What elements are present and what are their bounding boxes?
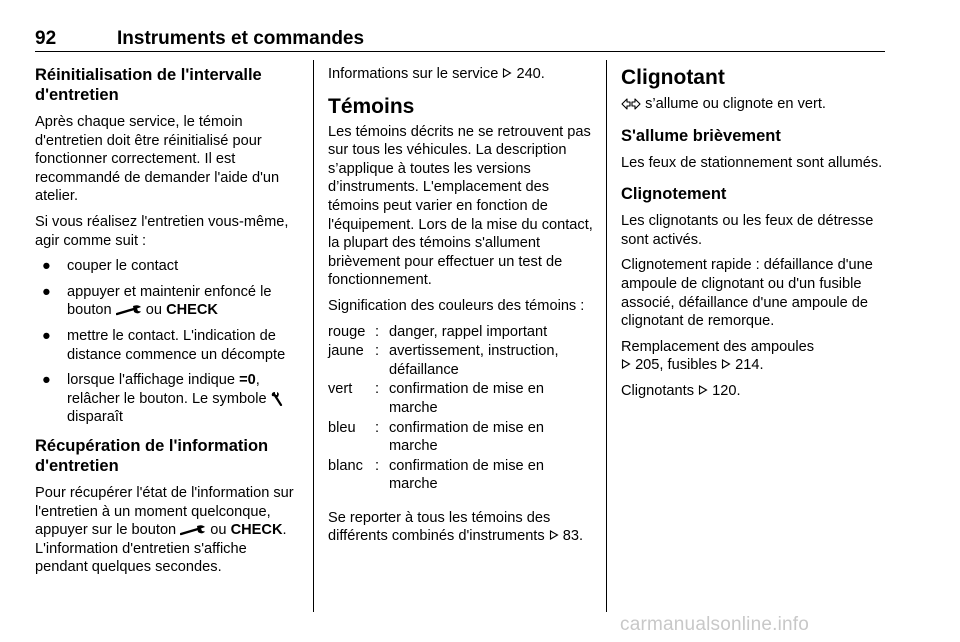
paragraph-remplacement: Remplacement des ampoules 205, fusibles 214. xyxy=(621,338,815,374)
table-cell-sep: : xyxy=(375,419,380,436)
table-cell-name: rouge xyxy=(328,323,366,340)
section-heading-clignotement: Clignotement xyxy=(621,185,727,204)
section-heading-clignotant: Clignotant xyxy=(621,66,725,89)
reference-arrow-icon xyxy=(549,530,559,540)
paragraph-temoins-intro: Les témoins décrits ne se retrouvent pas sur tous les véhicules. La description s’applique à toutes les versions d’instruments. L'emplacement des témoins peut varier en fonction de l'équipement. Lors de la mise du contact, la plupart des témoins s'allument brièvement pour effectuer un test de fonctionnement. xyxy=(328,123,593,289)
table-row xyxy=(328,342,596,380)
column-divider-1 xyxy=(313,60,314,612)
color-meaning-table xyxy=(328,323,596,495)
paragraph-allume: Les feux de stationnement sont allumés. xyxy=(621,154,883,171)
column-right xyxy=(621,65,885,408)
table-row xyxy=(328,323,596,343)
reference-arrow-icon xyxy=(721,359,731,369)
table-cell-sep: : xyxy=(375,323,380,340)
bullet-dot: ● xyxy=(42,258,51,275)
table-cell-sep: : xyxy=(375,381,380,398)
page-number: 92 xyxy=(35,28,57,49)
table-cell-meaning: confirmation de mise en marche xyxy=(389,457,544,493)
reference-arrow-icon xyxy=(621,359,631,369)
paragraph-color-meaning: Signification des couleurs des témoins : xyxy=(328,297,585,314)
chapter-title: Instruments et commandes xyxy=(117,28,365,49)
section-heading-allume: S'allume brièvement xyxy=(621,126,781,145)
table-cell-meaning: confirmation de mise en marche xyxy=(389,419,544,455)
table-cell-meaning: danger, rappel important xyxy=(389,323,548,340)
list-item: ● mettre le contact. L'indication de distance commence un décompte xyxy=(42,327,286,363)
wrench-icon xyxy=(116,304,142,316)
table-row xyxy=(328,457,596,495)
list-item: ● lorsque l'affichage indique =0, relâcher le bouton. Le symbole disparaît xyxy=(35,371,297,427)
column-left xyxy=(35,65,297,584)
paragraph-self-service: Si vous réalisez l'entretien vous-même, agir comme suit : xyxy=(35,213,289,249)
column-divider-2 xyxy=(606,60,607,612)
table-cell-name: vert xyxy=(328,381,353,398)
paragraph-clignotement: Les clignotants ou les feux de détresse sont activés. xyxy=(621,213,874,248)
paragraph-service-info: Informations sur le service 240. xyxy=(328,66,545,82)
list-item: ● couper le contact xyxy=(42,258,179,275)
table-cell-name: jaune xyxy=(328,343,364,360)
wrench-icon xyxy=(180,524,206,536)
table-cell-name: blanc xyxy=(328,457,363,474)
wrench-icon xyxy=(271,392,285,406)
section-heading-retrieve: Récupération de l'information d'entretien xyxy=(35,436,269,475)
turn-signal-arrows-icon xyxy=(621,98,641,110)
table-cell-meaning: avertissement, instruction, défaillance xyxy=(389,343,559,378)
paragraph-clignotant: s’allume ou clignote en vert. xyxy=(621,95,885,114)
paragraph-reset-intro: Après chaque service, le témoin d'entretien doit être réinitialisé pour fonctionner correctement. Il est recommandé de demander l'aide d'un atelier. xyxy=(35,114,280,205)
bullet-dot: ● xyxy=(42,327,51,344)
paragraph-retrieve: Pour récupérer l'état de l'information sur l'entretien à un moment quelconque, appuyer sur le bouton ou CHECK. L'information d'entretien s'affiche pendant quelques secondes. xyxy=(35,484,294,576)
paragraph-clignotement-rapide: Clignotement rapide : défaillance d'une ampoule de clignotant ou d'un fusible associé, défaillance d'une ampoule de clignotant de remorque. xyxy=(621,257,873,330)
table-cell-sep: : xyxy=(375,457,380,474)
watermark: carmanualsonline.info xyxy=(620,614,810,635)
column-middle xyxy=(328,65,596,553)
section-heading-reset: Réinitialisation de l'intervalle d'entretien xyxy=(35,66,262,104)
list-item: ● appuyer et maintenir enfoncé le bouton ou CHECK xyxy=(42,283,272,319)
page-header xyxy=(35,26,885,52)
table-row xyxy=(328,419,596,457)
table-cell-sep: : xyxy=(375,343,380,360)
reference-arrow-icon xyxy=(698,385,708,395)
bullet-dot: ● xyxy=(42,283,51,300)
bullet-dot: ● xyxy=(42,372,51,389)
reference-arrow-icon xyxy=(502,68,512,78)
table-cell-name: bleu xyxy=(328,419,356,436)
table-row xyxy=(328,380,596,418)
reset-steps-list xyxy=(35,257,297,427)
section-heading-temoins: Témoins xyxy=(328,94,415,118)
paragraph-clignotants-ref: Clignotants 120. xyxy=(621,382,741,399)
table-cell-meaning: confirmation de mise en marche xyxy=(389,381,544,416)
paragraph-see-all: Se reporter à tous les témoins des différents combinés d'instruments 83. xyxy=(328,509,584,545)
